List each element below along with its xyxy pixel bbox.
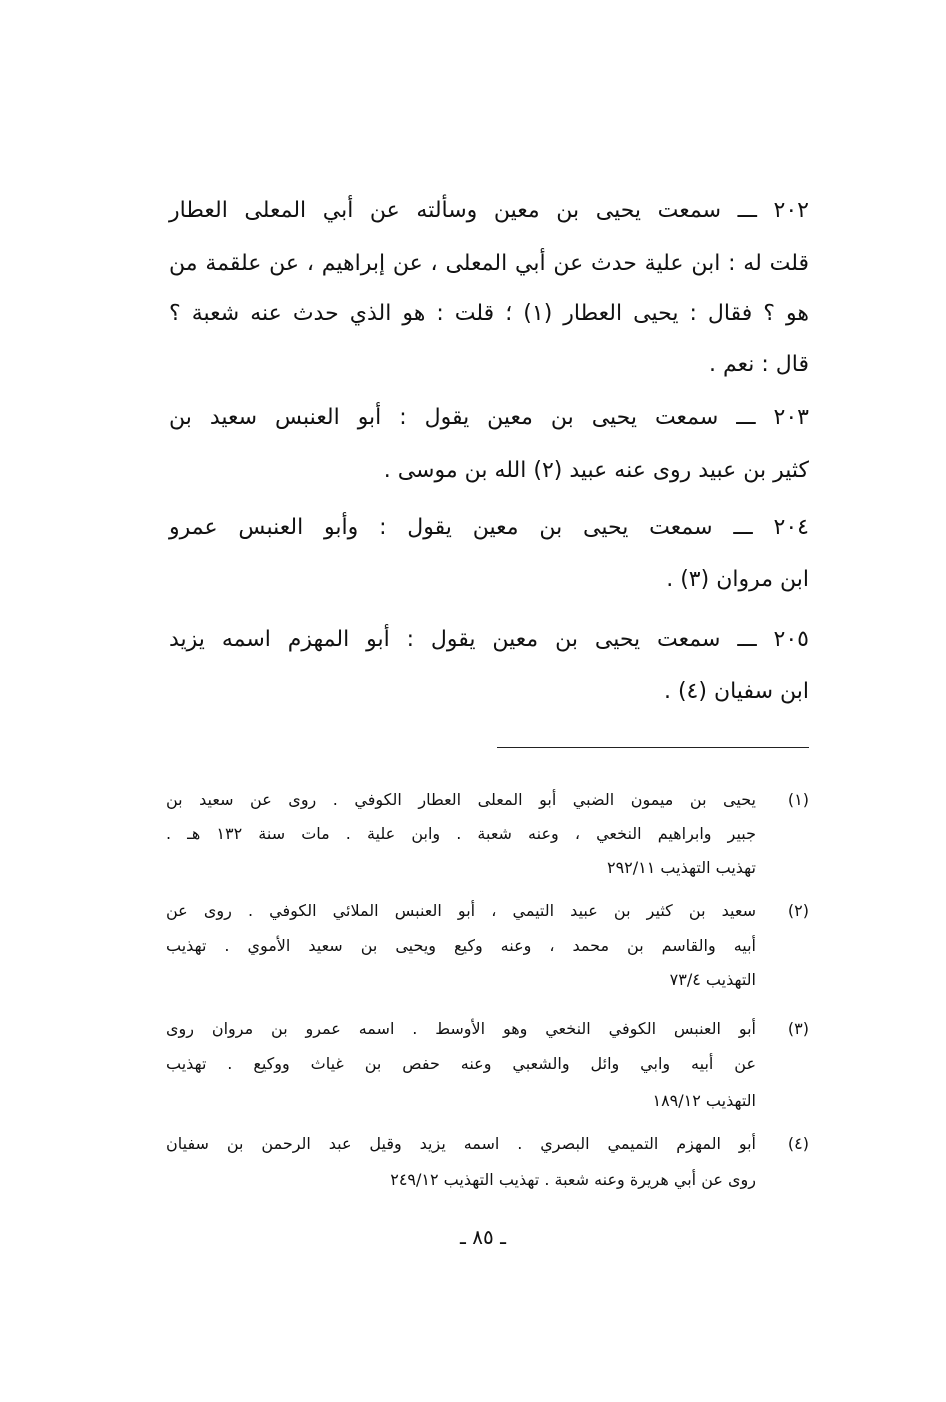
footnote-1-line-3: تهذيب التهذيب ٢٩٢/١١	[606, 858, 756, 877]
entry-202-line-1: ٢٠٢ ـــ سمعت يحيى بن معين وسألته عن أبي المعلى العطار	[169, 198, 809, 223]
entry-202-line-2: قلت له : ابن علية حدث عن أبي المعلى ، عن إبراهيم ، عن علقمة من	[169, 251, 809, 276]
footnote-2-line-1: سعيد بن كثير بن عبيد التيمي ، أبو العنبس الملائي الكوفي . روى عن	[166, 901, 756, 920]
footnote-3-line-1: أبو العنبس الكوفي النخعي وهو الأوسط . اسمه عمرو بن مروان روى	[166, 1019, 756, 1038]
footnote-4-line-1: أبو المهزم التميمي البصري . اسمه يزيد وقيل عبد الرحمن بن سفيان	[166, 1134, 756, 1153]
entry-205-line-2: ابن سفيان (٤) .	[663, 679, 809, 704]
entry-204-line-2: ابن مروان (٣) .	[666, 567, 809, 592]
entry-205-line-1: ٢٠٥ ـــ سمعت يحيى بن معين يقول : أبو المهزم اسمه يزيد	[169, 627, 809, 652]
footnote-3-line-2: عن أبيه وابي وائل والشعبي وعنه حفص بن غياث ووكيع . تهذيب	[166, 1054, 756, 1073]
footnote-4-number: (٤)	[787, 1134, 809, 1153]
footnote-2-line-3: التهذيب ٧٣/٤	[669, 970, 756, 989]
footnote-3-number: (٣)	[787, 1019, 809, 1038]
entry-204-line-1: ٢٠٤ ـــ سمعت يحيى بن معين يقول : وأبو العنبس عمرو	[169, 515, 809, 540]
page-number: ـ ٨٥ ـ	[460, 1225, 506, 1249]
footnote-1-line-2: جبير وابراهيم النخعي ، وعنه شعبة . وابن علية . مات سنة ١٣٢ هـ .	[166, 824, 756, 843]
entry-202-line-4: قال : نعم .	[709, 352, 809, 377]
footnote-separator	[497, 747, 809, 748]
entry-203-line-1: ٢٠٣ ـــ سمعت يحيى بن معين يقول : أبو العنبس سعيد بن	[169, 405, 809, 430]
footnote-2-line-2: أبيه والقاسم بن محمد ، وعنه وكيع ويحيى بن سعيد الأموي . تهذيب	[166, 936, 756, 955]
entry-203-line-2: كثير بن عبيد روى عنه عبيد (٢) الله بن موسى .	[383, 458, 809, 483]
footnote-1-number: (١)	[787, 790, 809, 809]
footnote-4-line-2: روى عن أبي هريرة وعنه شعبة . تهذيب التهذيب ٢٤٩/١٢	[390, 1170, 756, 1189]
entry-202-line-3: هو ؟ فقال : يحيى العطار (١) ؛ قلت : هو الذي حدث عنه شعبة ؟	[169, 301, 809, 326]
footnote-2-number: (٢)	[787, 901, 809, 920]
footnote-1-line-1: يحيى بن ميمون الضبي أبو المعلى العطار الكوفي . روى عن سعيد بن	[166, 790, 756, 809]
footnote-3-line-3: التهذيب ١٨٩/١٢	[652, 1091, 756, 1110]
